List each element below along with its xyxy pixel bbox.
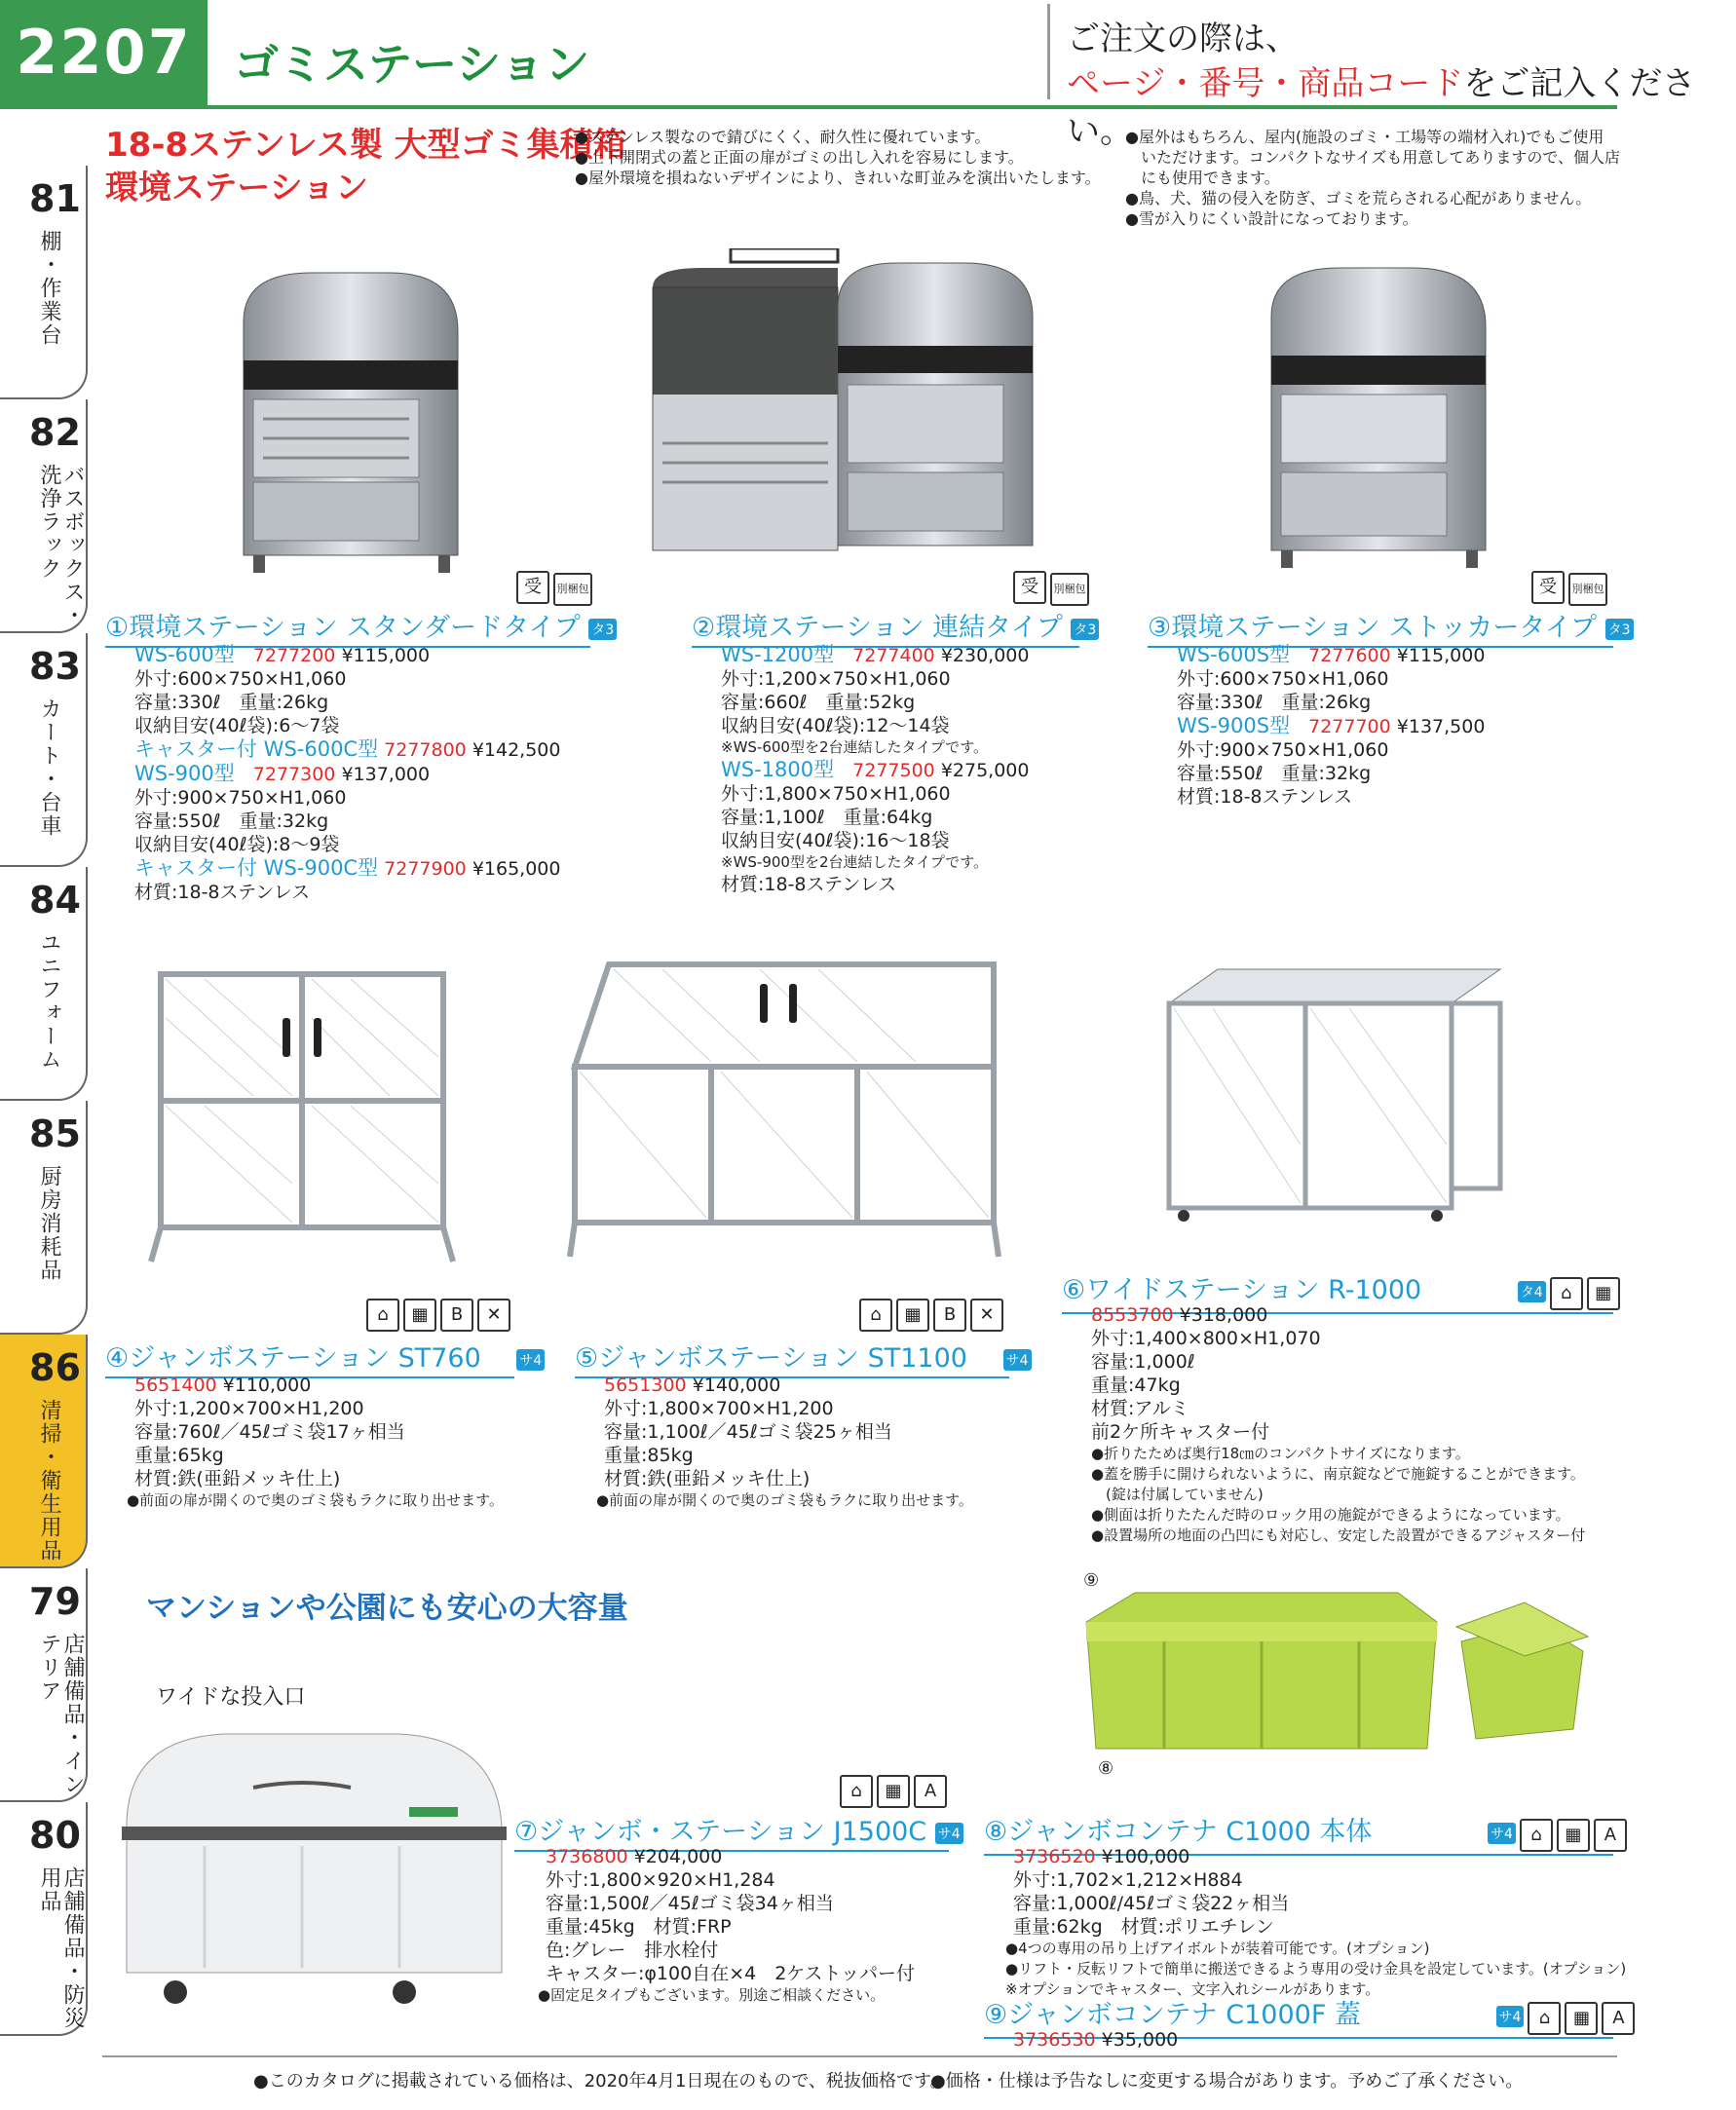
separate-pack-icon: 別梱包: [1050, 573, 1089, 606]
section-title-2: 環境ステーション: [105, 169, 368, 207]
icon-group-5: [855, 1299, 1003, 1332]
product1-specs: WS-600型 7277200 ¥115,000 外寸:600×750×H1,060 容量:330ℓ 重量:26kg 収納目安(40ℓ袋):6～7袋 キャスター付 WS-600C型 7277800 ¥142,500 WS-900型 7277300 ¥137,000 外寸:900×750×H1,060 容量:550ℓ 重量:32kg 収納目安(40ℓ袋):8～9袋 キャスター付 WS-900C型 7277900 ¥165,000 材質:18-8ステンレス: [134, 643, 561, 903]
tool-icon: ✕: [477, 1299, 510, 1332]
footer-note-price: ●このカタログに掲載されている価格は、2020年4月1日現在のもので、税抜価格です。: [253, 2071, 948, 2091]
b-icon: B: [933, 1299, 966, 1332]
product7-title: ⑦ジャンボ・ステーション J1500C サ4: [514, 1810, 949, 1852]
b-icon: B: [440, 1299, 473, 1332]
separate-pack-icon: 別梱包: [1568, 573, 1607, 606]
tab-82[interactable]: 82 バスボックス・洗浄ラック: [0, 399, 88, 633]
icon-group-2: [1009, 571, 1089, 606]
product8-title: ⑧ジャンボコンテナ C1000 本体 サ4 ⌂ ▦ A: [984, 1810, 1613, 1856]
building-icon: ▦: [1557, 1819, 1590, 1852]
photo-label-9: ⑨: [1083, 1570, 1100, 1591]
section-title-1: 18-8ステンレス製 大型ゴミ集積箱: [105, 126, 626, 165]
product-image-connected: [643, 248, 1052, 575]
house-icon: ⌂: [1528, 2002, 1561, 2035]
product-image-j1500c: [107, 1719, 516, 2012]
house-icon: ⌂: [366, 1299, 399, 1332]
section-bullets-right: ●屋外はもちろん、屋内(施設のゴミ・工場等の端材入れ)でもご使用 いただけます。コンパクトなサイズも用意してありますので、個人店 にも使用できます。 ●鳥、犬、猫の侵入を防ぎ、ゴミを荒らされる心配がありません。 ●雪が入りにくい設計になっております。: [1125, 128, 1621, 228]
receive-icon: 受: [1013, 571, 1046, 604]
product-image-r1000: [1159, 964, 1510, 1232]
footer-divider: [102, 2055, 1617, 2057]
icon-group-1: [512, 571, 592, 606]
order-notice-rest: をご記入ください。: [1067, 64, 1696, 151]
product6-specs: 8553700 ¥318,000 外寸:1,400×800×H1,070 容量:1,000ℓ 重量:47kg 材質:アルミ 前2ケ所キャスター付 ●折りたためば奥行18㎝のコンパクトサイズになります。 ●蓋を勝手に開けられないように、南京錠などで施錠することができます。 (錠は付属していません) ●側面は折りたたんだ時のロック用の施錠ができるようになっています。 ●設置場所の地面の凸凹にも対応し、安定した設置ができるアジャスター付: [1091, 1304, 1586, 1544]
building-icon: ▦: [403, 1299, 436, 1332]
product3-title: ③環境ステーション ストッカータイプ タ3: [1148, 606, 1613, 648]
a-icon: A: [914, 1775, 947, 1808]
product-image-st1100: [565, 955, 1013, 1271]
house-icon: ⌂: [1520, 1819, 1553, 1852]
tool-icon: ✕: [970, 1299, 1003, 1332]
section-bullets-left: ●ステンレス製なので錆びにくく、耐久性に優れています。 ●上下開閉式の蓋と正面の扉がゴミの出し入れを容易にします。 ●屋外環境を損ねないデザインにより、きれいな町並みを演出いたします。: [575, 128, 1101, 187]
product8-specs: 3736520 ¥100,000 外寸:1,702×1,212×H884 容量:1,000ℓ/45ℓゴミ袋22ヶ相当 重量:62kg 材質:ポリエチレン ●4つの専用の吊り上げアイボルトが装着可能です。(オプション) ●リフト・反転リフトで簡単に搬送できるよう専用の受け金具を設定しています。(オプション) ※オプションでキャスター、文字入れシールがあります。: [1005, 1846, 1627, 1998]
tab-85[interactable]: 85 厨房消耗品: [0, 1101, 88, 1335]
footer-note-change: ●価格・仕様は予告なしに変更する場合があります。予めご了承ください。: [930, 2071, 1524, 2091]
wide-opening-label: ワイドな投入口: [156, 1685, 306, 1710]
product3-specs: WS-600S型 7277600 ¥115,000 外寸:600×750×H1,060 容量:330ℓ 重量:26kg WS-900S型 7277700 ¥137,500 外寸:900×750×H1,060 容量:550ℓ 重量:32kg 材質:18-8ステンレス: [1177, 643, 1486, 808]
product5-title: ⑤ジャンボステーション ST1100 サ4: [575, 1337, 1009, 1378]
tab-80[interactable]: 80 店舗備品・防災用品: [0, 1802, 88, 2036]
house-icon: ⌂: [1550, 1277, 1583, 1310]
sub-heading: マンションや公園にも安心の大容量: [146, 1591, 628, 1626]
house-icon: ⌂: [840, 1775, 873, 1808]
product9-title: ⑨ジャンボコンテナ C1000F 蓋 サ4 ⌂ ▦ A: [984, 1993, 1613, 2039]
a-icon: A: [1594, 1819, 1627, 1852]
receive-icon: 受: [516, 571, 549, 604]
product4-specs: 5651400 ¥110,000 外寸:1,200×700×H1,200 容量:760ℓ／45ℓゴミ袋17ヶ相当 重量:65kg 材質:鉄(亜鉛メッキ仕上) ●前面の扉が開くので奥のゴミ袋もラクに取り出せます。: [127, 1375, 504, 1509]
icon-group-7: [836, 1775, 947, 1808]
order-notice-line1: ご注文の際は、: [1067, 19, 1299, 58]
a-icon: A: [1602, 2002, 1635, 2035]
tab-86[interactable]: 86 清掃・衛生用品: [0, 1335, 88, 1568]
icon-group-3: [1528, 571, 1607, 606]
tab-84[interactable]: 84 ユニフォーム: [0, 867, 88, 1101]
product4-title: ④ジャンボステーション ST760 サ4: [105, 1337, 514, 1378]
tab-81[interactable]: 81 棚・作業台: [0, 166, 88, 399]
product-image-c1000: [1076, 1583, 1622, 1778]
product5-specs: 5651300 ¥140,000 外寸:1,800×700×H1,200 容量:1,100ℓ／45ℓゴミ袋25ヶ相当 重量:85kg 材質:鉄(亜鉛メッキ仕上) ●前面の扉が開くので奥のゴミ袋もラクに取り出せます。: [596, 1375, 973, 1509]
product7-specs: 3736800 ¥204,000 外寸:1,800×920×H1,284 容量:1,500ℓ／45ℓゴミ袋34ヶ相当 重量:45kg 材質:FRP 色:グレー 排水栓付 キャスター:φ100自在×4 2ケストッパー付 ●固定足タイプもございます。別途ご相談ください。: [538, 1846, 915, 2004]
tab-79[interactable]: 79 店舗備品・インテリア: [0, 1568, 88, 1802]
house-icon: ⌂: [859, 1299, 892, 1332]
photo-label-8: ⑧: [1098, 1758, 1114, 1779]
icon-group-4: [362, 1299, 510, 1332]
building-icon: ▦: [896, 1299, 929, 1332]
separate-pack-icon: 別梱包: [553, 573, 592, 606]
product-image-standard: [224, 263, 477, 575]
building-icon: ▦: [877, 1775, 910, 1808]
product9-specs: 3736530 ¥35,000: [1013, 2029, 1179, 2051]
order-notice-highlight: ページ・番号・商品コード: [1067, 64, 1464, 103]
page-title: ゴミステーション: [234, 38, 590, 91]
building-icon: ▦: [1565, 2002, 1598, 2035]
product6-title: ⑥ワイドステーション R-1000 タ4 ⌂ ▦: [1062, 1268, 1613, 1314]
tab-83[interactable]: 83 カート・台車: [0, 633, 88, 867]
building-icon: ▦: [1587, 1277, 1620, 1310]
product-image-st760: [136, 960, 468, 1271]
product2-specs: WS-1200型 7277400 ¥230,000 外寸:1,200×750×H1,060 容量:660ℓ 重量:52kg 収納目安(40ℓ袋):12～14袋 ※WS-600型を2台連結したタイプです。 WS-1800型 7277500 ¥275,000 外寸:1,800×750×H1,060 容量:1,100ℓ 重量:64kg 収納目安(40ℓ袋):16～18袋 ※WS-900型を2台連結したタイプです。 材質:18-8ステンレス: [721, 643, 1030, 895]
product1-title: ①環境ステーション スタンダードタイプ タ3: [105, 606, 590, 648]
page-number: 2207: [0, 0, 208, 105]
product2-title: ②環境ステーション 連結タイプ タ3: [692, 606, 1079, 648]
product-image-stocker: [1257, 258, 1500, 575]
receive-icon: 受: [1531, 571, 1565, 604]
